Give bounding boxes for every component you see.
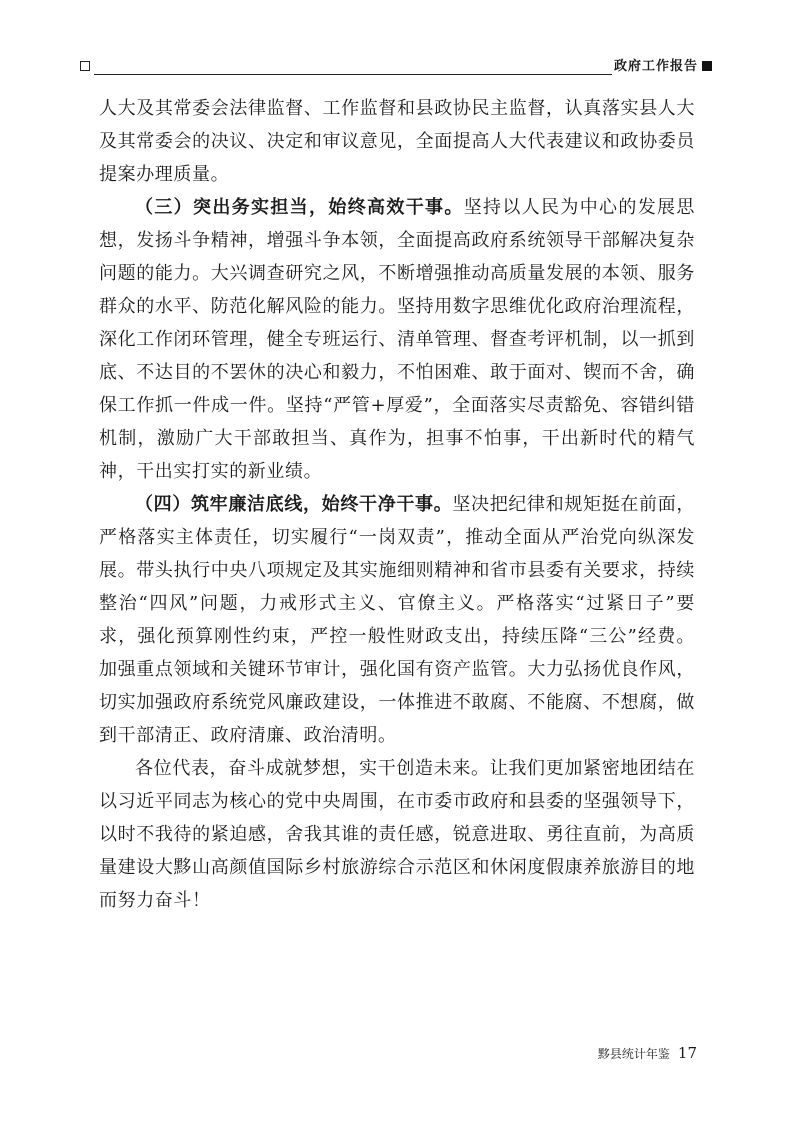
body-text: [99, 92, 695, 917]
header-rule: [94, 74, 612, 75]
paragraph-text: 坚决把纪律和规矩挺在前面，严格落实主体责任，切实履行“一岗双责”，推动全面从严治党向纵深发展。带头执行中央八项规定及其实施细则精神和省市县委有关要求，持续整治“四风”问题，力戒形式主义、官僚主义。严格落实“过紧日子”要求，强化预算刚性约束，严控一般性财政支出，持续压降“三公”经费。加强重点领域和关键环节审计，强化国有资产监管。大力弘扬优良作风，切实加强政府系统党风廉政建设，一体推进不敢腐、不能腐、不想腐，做到干部清正、政府清廉、政治清明。: [99, 494, 695, 746]
paragraph-closing: [99, 752, 695, 917]
paragraph-text: 坚持以人民为中心的发展思想，发扬斗争精神，增强斗争本领，全面提高政府系统领导干部解决复杂问题的能力。大兴调查研究之风，不断增强推动高质量发展的本领、服务群众的水平、防范化解风险的能力。坚持用数字思维优化政府治理流程，深化工作闭环管理，健全专班运行、清单管理、督查考评机制，以一抓到底、不达目的不罢休的决心和毅力，不怕困难、敢于面对、锲而不舍，确保工作抓一件成一件。坚持“严管+厚爱”，全面落实尽责豁免、容错纠错机制，激励广大干部敢担当、真作为，担事不怕事，干出新时代的精气神，干出实打实的新业绩。: [99, 197, 695, 482]
running-header: [80, 58, 712, 76]
section-heading: （三）突出务实担当，始终高效干事。: [135, 197, 464, 218]
header-square-mark: [702, 61, 712, 71]
footer-publication: 黟县统计年鉴: [597, 1047, 670, 1061]
header-checkbox-mark: [80, 61, 90, 71]
paragraph-section-four: [99, 488, 695, 752]
paragraph-text: 人大及其常委会法律监督、工作监督和县政协民主监督，认真落实县人大及其常委会的决议、决定和审议意见，全面提高人大代表建议和政协委员提案办理质量。: [99, 98, 695, 185]
paragraph-continuation: [99, 92, 695, 191]
paragraph-text: 各位代表，奋斗成就梦想，实干创造未来。让我们更加紧密地团结在以习近平同志为核心的党中央周围，在市委市政府和县委的坚强领导下，以时不我待的紧迫感，舍我其谁的责任感，锐意进取、勇往直前，为高质量建设大黟山高颜值国际乡村旅游综合示范区和休闲度假康养旅游目的地而努力奋斗！: [99, 758, 695, 911]
paragraph-section-three: [99, 191, 695, 488]
page-footer: [598, 1043, 697, 1064]
header-title: 政府工作报告: [613, 59, 698, 74]
page-number: 17: [677, 1044, 697, 1062]
section-heading: （四）筑牢廉洁底线，始终干净干事。: [135, 494, 453, 515]
